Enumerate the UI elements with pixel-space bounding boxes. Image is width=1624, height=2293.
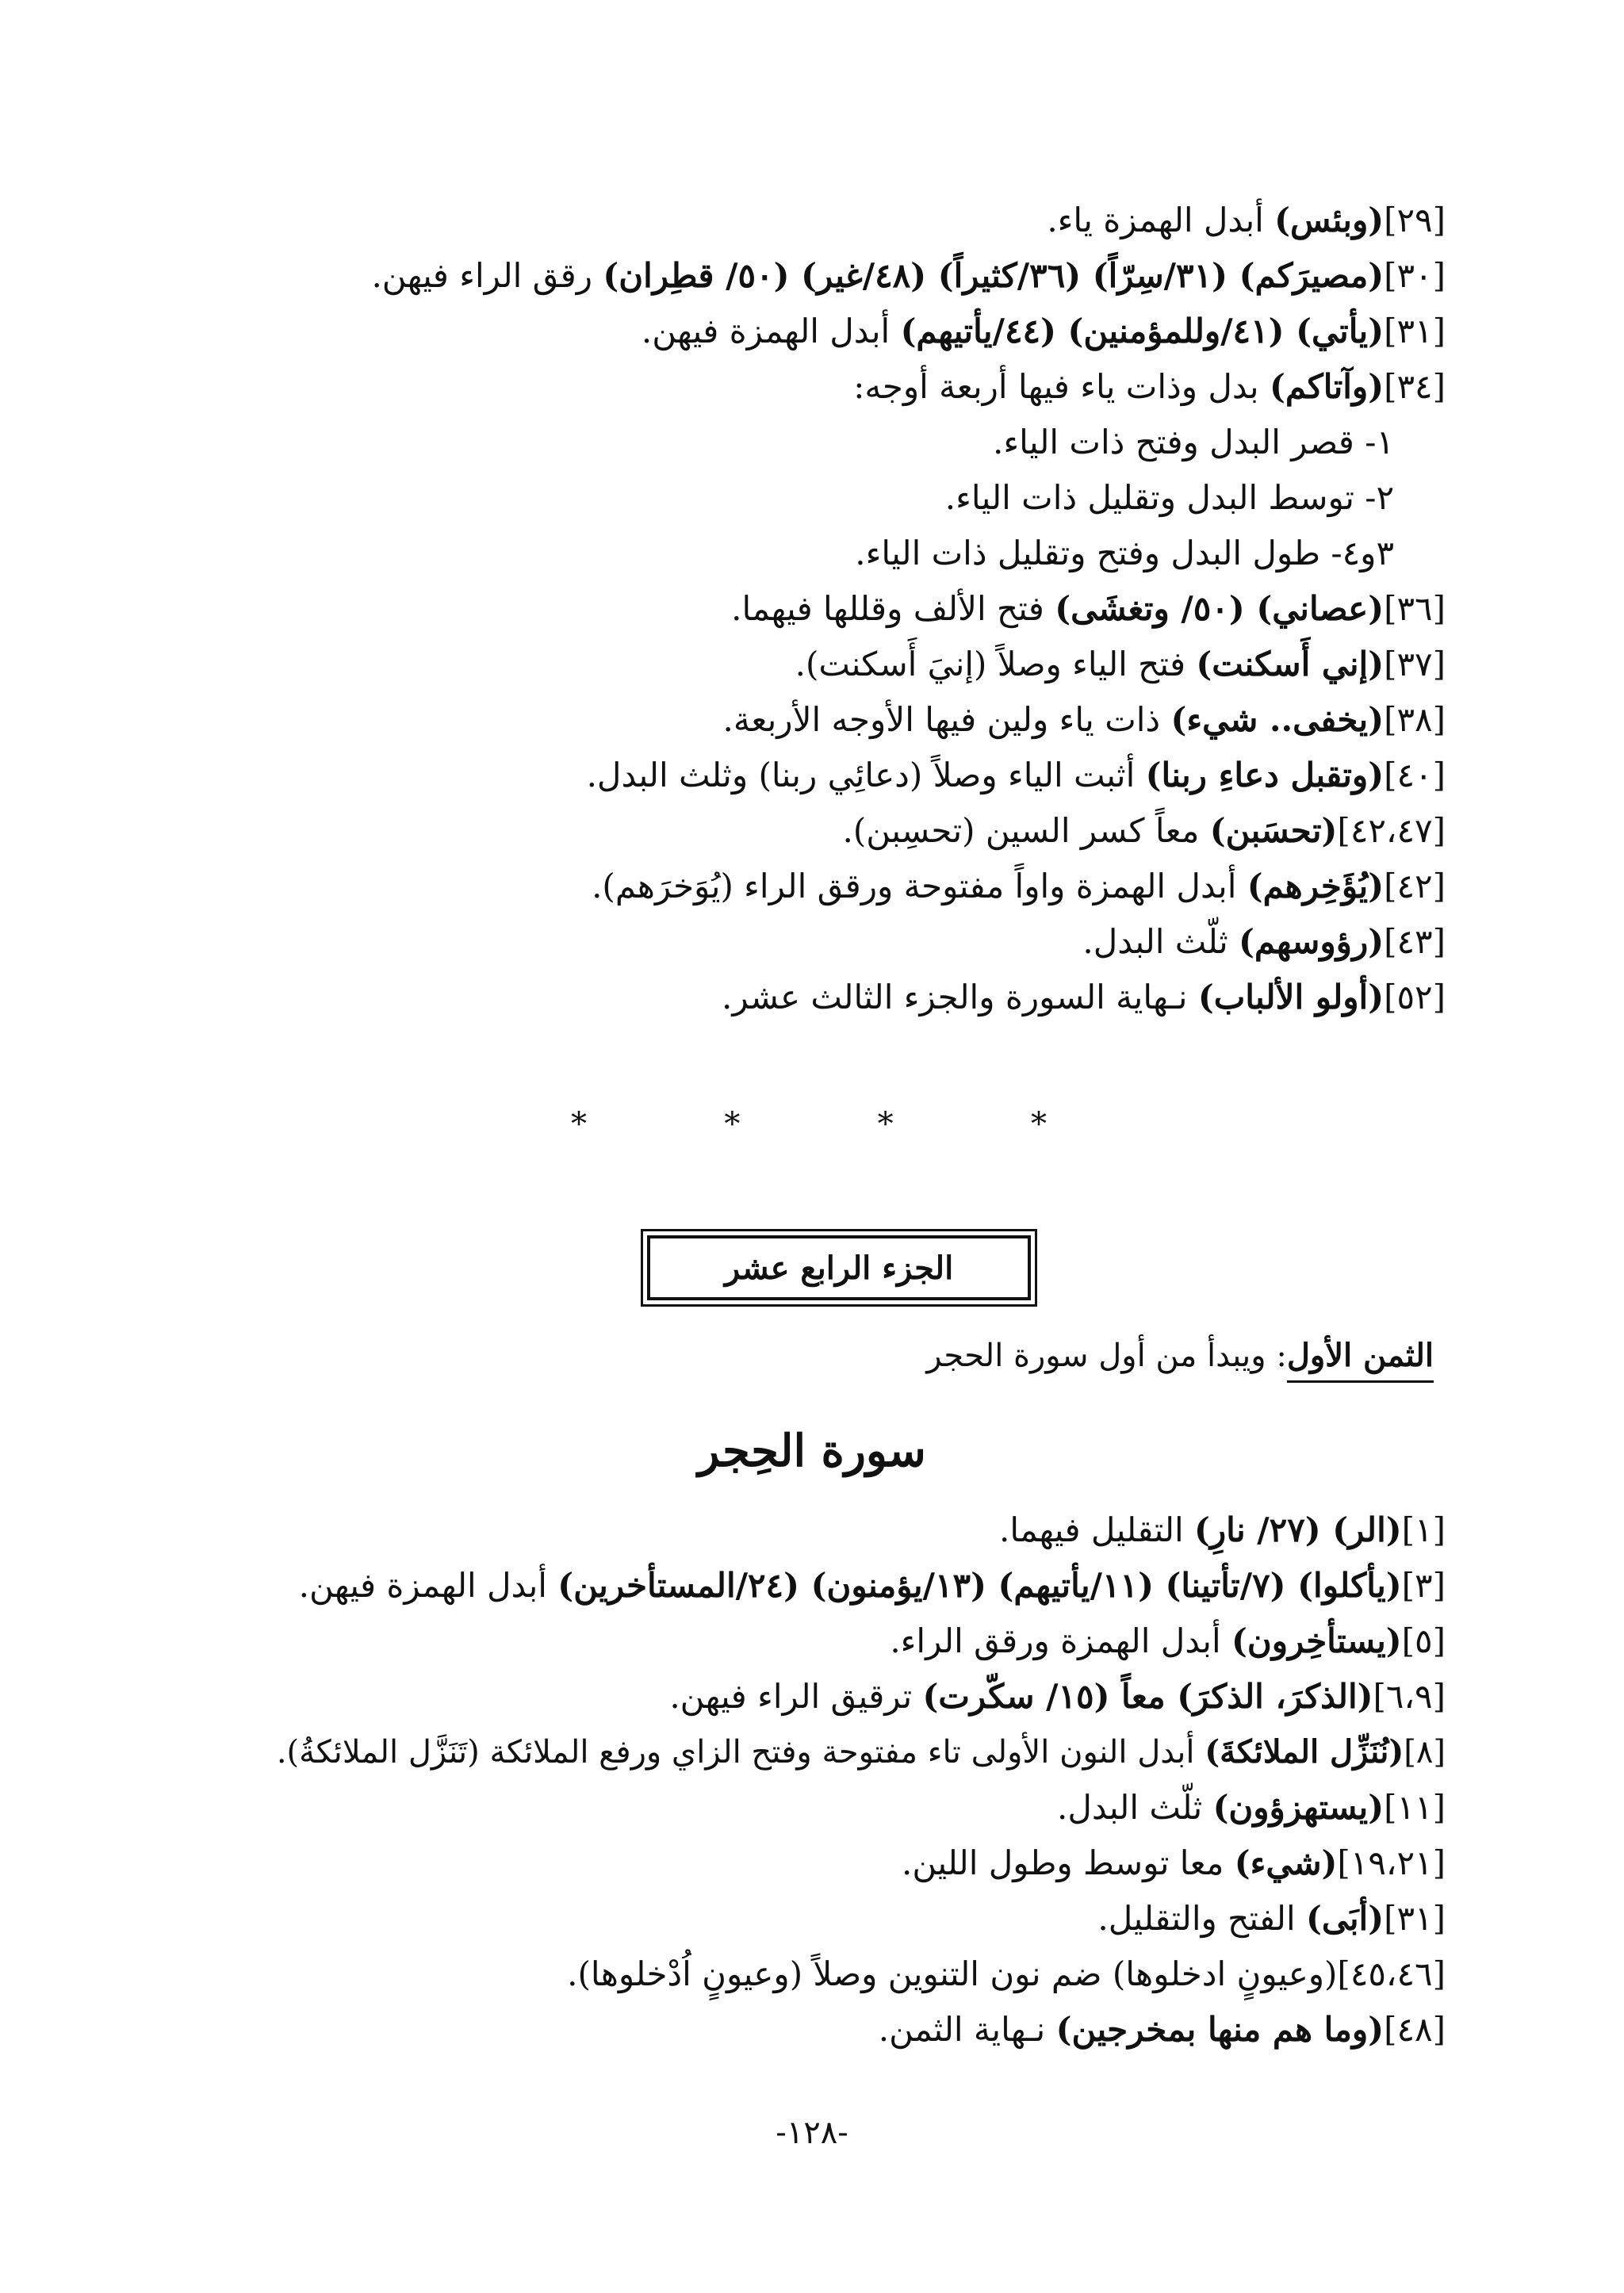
- surah-title: سورة الحِجر: [698, 1425, 926, 1477]
- thumn-line: [926, 1332, 1434, 1380]
- hijr-entry-3: [٣](يأكلوا) (٧/تأتينا) (١١/يأتيهم) (١٣/يؤمنون) (٢٤/المستأخرين) أبدل الهمزة فيهن.: [298, 1566, 1446, 1605]
- entry-38: [٣٨](يخفى.. شيء) ذات ياء ولين فيها الأوجه الأربعة.: [722, 700, 1446, 739]
- juz-title-box: [641, 1229, 1037, 1307]
- entry-29: [٢٩](وبئس) أبدل الهمزة ياء.: [1047, 201, 1446, 239]
- wajh-item-3: ٣و٤- طول البدل وفتح وتقليل ذات الياء.: [855, 534, 1394, 572]
- hijr-entry-6-9: [٦،٩](الذكرَ، الذكرَ) معاً (١٥/ سكّرت) ترقيق الراء فيهن.: [669, 1677, 1446, 1716]
- entry-30: [٣٠](مصيرَكم) (٣١/سِرّاً) (٣٦/كثيراً) (٤٨/غير) (٥٠/ قطِران) رقق الراء فيهن.: [371, 256, 1446, 295]
- hijr-entry-1: [١](الر) (٢٧/ نارِ) التقليل فيهما.: [999, 1510, 1446, 1549]
- entry-37: [٣٧](إني أَسكنت) فتح الياء وصلاً (إنيَ أَسكنت).: [795, 645, 1446, 683]
- hijr-entry-19-21: [١٩،٢١](شيء) معا توسط وطول اللين.: [902, 1843, 1446, 1882]
- star-3: *: [877, 1106, 894, 1143]
- star-2: *: [724, 1106, 741, 1143]
- entry-31: [٣١](يأتي) (٤١/وللمؤمنين) (٤٤/يأتيهم) أبدل الهمزة فيهن.: [641, 312, 1446, 350]
- hijr-entry-48: [٤٨](وما هم منها بمخرجين) نـهاية الثمن.: [878, 2010, 1446, 2049]
- entry-42: [٤٢](يُؤَخِرهم) أبدل الهمزة واواً مفتوحة ورقق الراء (يُوَخرَهم).: [592, 867, 1446, 905]
- hijr-entry-31: [٣١](أبَى) الفتح والتقليل.: [1097, 1899, 1446, 1938]
- entry-52: [٥٢](أولو الألباب) نـهاية السورة والجزء الثالث عشر.: [722, 978, 1446, 1016]
- hijr-entry-45-46: [٤٥،٤٦](وعيونٍ ادخلوها) ضم نون التنوين وصلاً (وعيونٍ اُدْخلوها).: [567, 1954, 1446, 1993]
- hijr-entry-11: [١١](يستهزؤون) ثلّث البدل.: [1056, 1788, 1446, 1827]
- hijr-entry-8: [٨](نُنَزِّل الملائكةَ) أبدل النون الأولى تاء مفتوحة وفتح الزاي ورفع الملائكة (تَنَزَّل الملائكةُ).: [276, 1733, 1446, 1770]
- wajh-item-2: ٢- توسط البدل وتقليل ذات الياء.: [944, 478, 1394, 517]
- entry-40: [٤٠](وتقبل دعاءِ ربنا) أثبت الياء وصلاً (دعائِي ربنا) وثلث البدل.: [586, 756, 1446, 794]
- wajh-item-1: ١- قصر البدل وفتح ذات الياء.: [993, 423, 1394, 461]
- page-number: -١٢٨-: [776, 2115, 848, 2151]
- entry-42-47: [٤٢،٤٧](تحسَبن) معاً كسر السين (تحسِبن).: [842, 811, 1446, 850]
- hijr-entry-5: [٥](يستأخِرون) أبدل الهمزة ورقق الراء.: [890, 1621, 1446, 1660]
- separator-stars: [571, 1106, 1047, 1143]
- star-1: *: [571, 1106, 587, 1143]
- entry-36: [٣٦](عصاني) (٥٠/ وتغشَى) فتح الألف وقللها فيهما.: [731, 589, 1446, 628]
- thumn-head: الثمن الأول: [1287, 1337, 1434, 1383]
- entry-43: [٤٣](رؤوسهم) ثلّث البدل.: [1082, 922, 1446, 961]
- thumn-text: : ويبدأ من أول سورة الحجر: [926, 1338, 1287, 1374]
- star-4: *: [1030, 1106, 1047, 1143]
- juz-title: الجزء الرابع عشر: [647, 1235, 1031, 1300]
- entry-34: [٣٤](وآتاكم) بدل وذات ياء فيها أربعة أوجه:: [853, 367, 1446, 406]
